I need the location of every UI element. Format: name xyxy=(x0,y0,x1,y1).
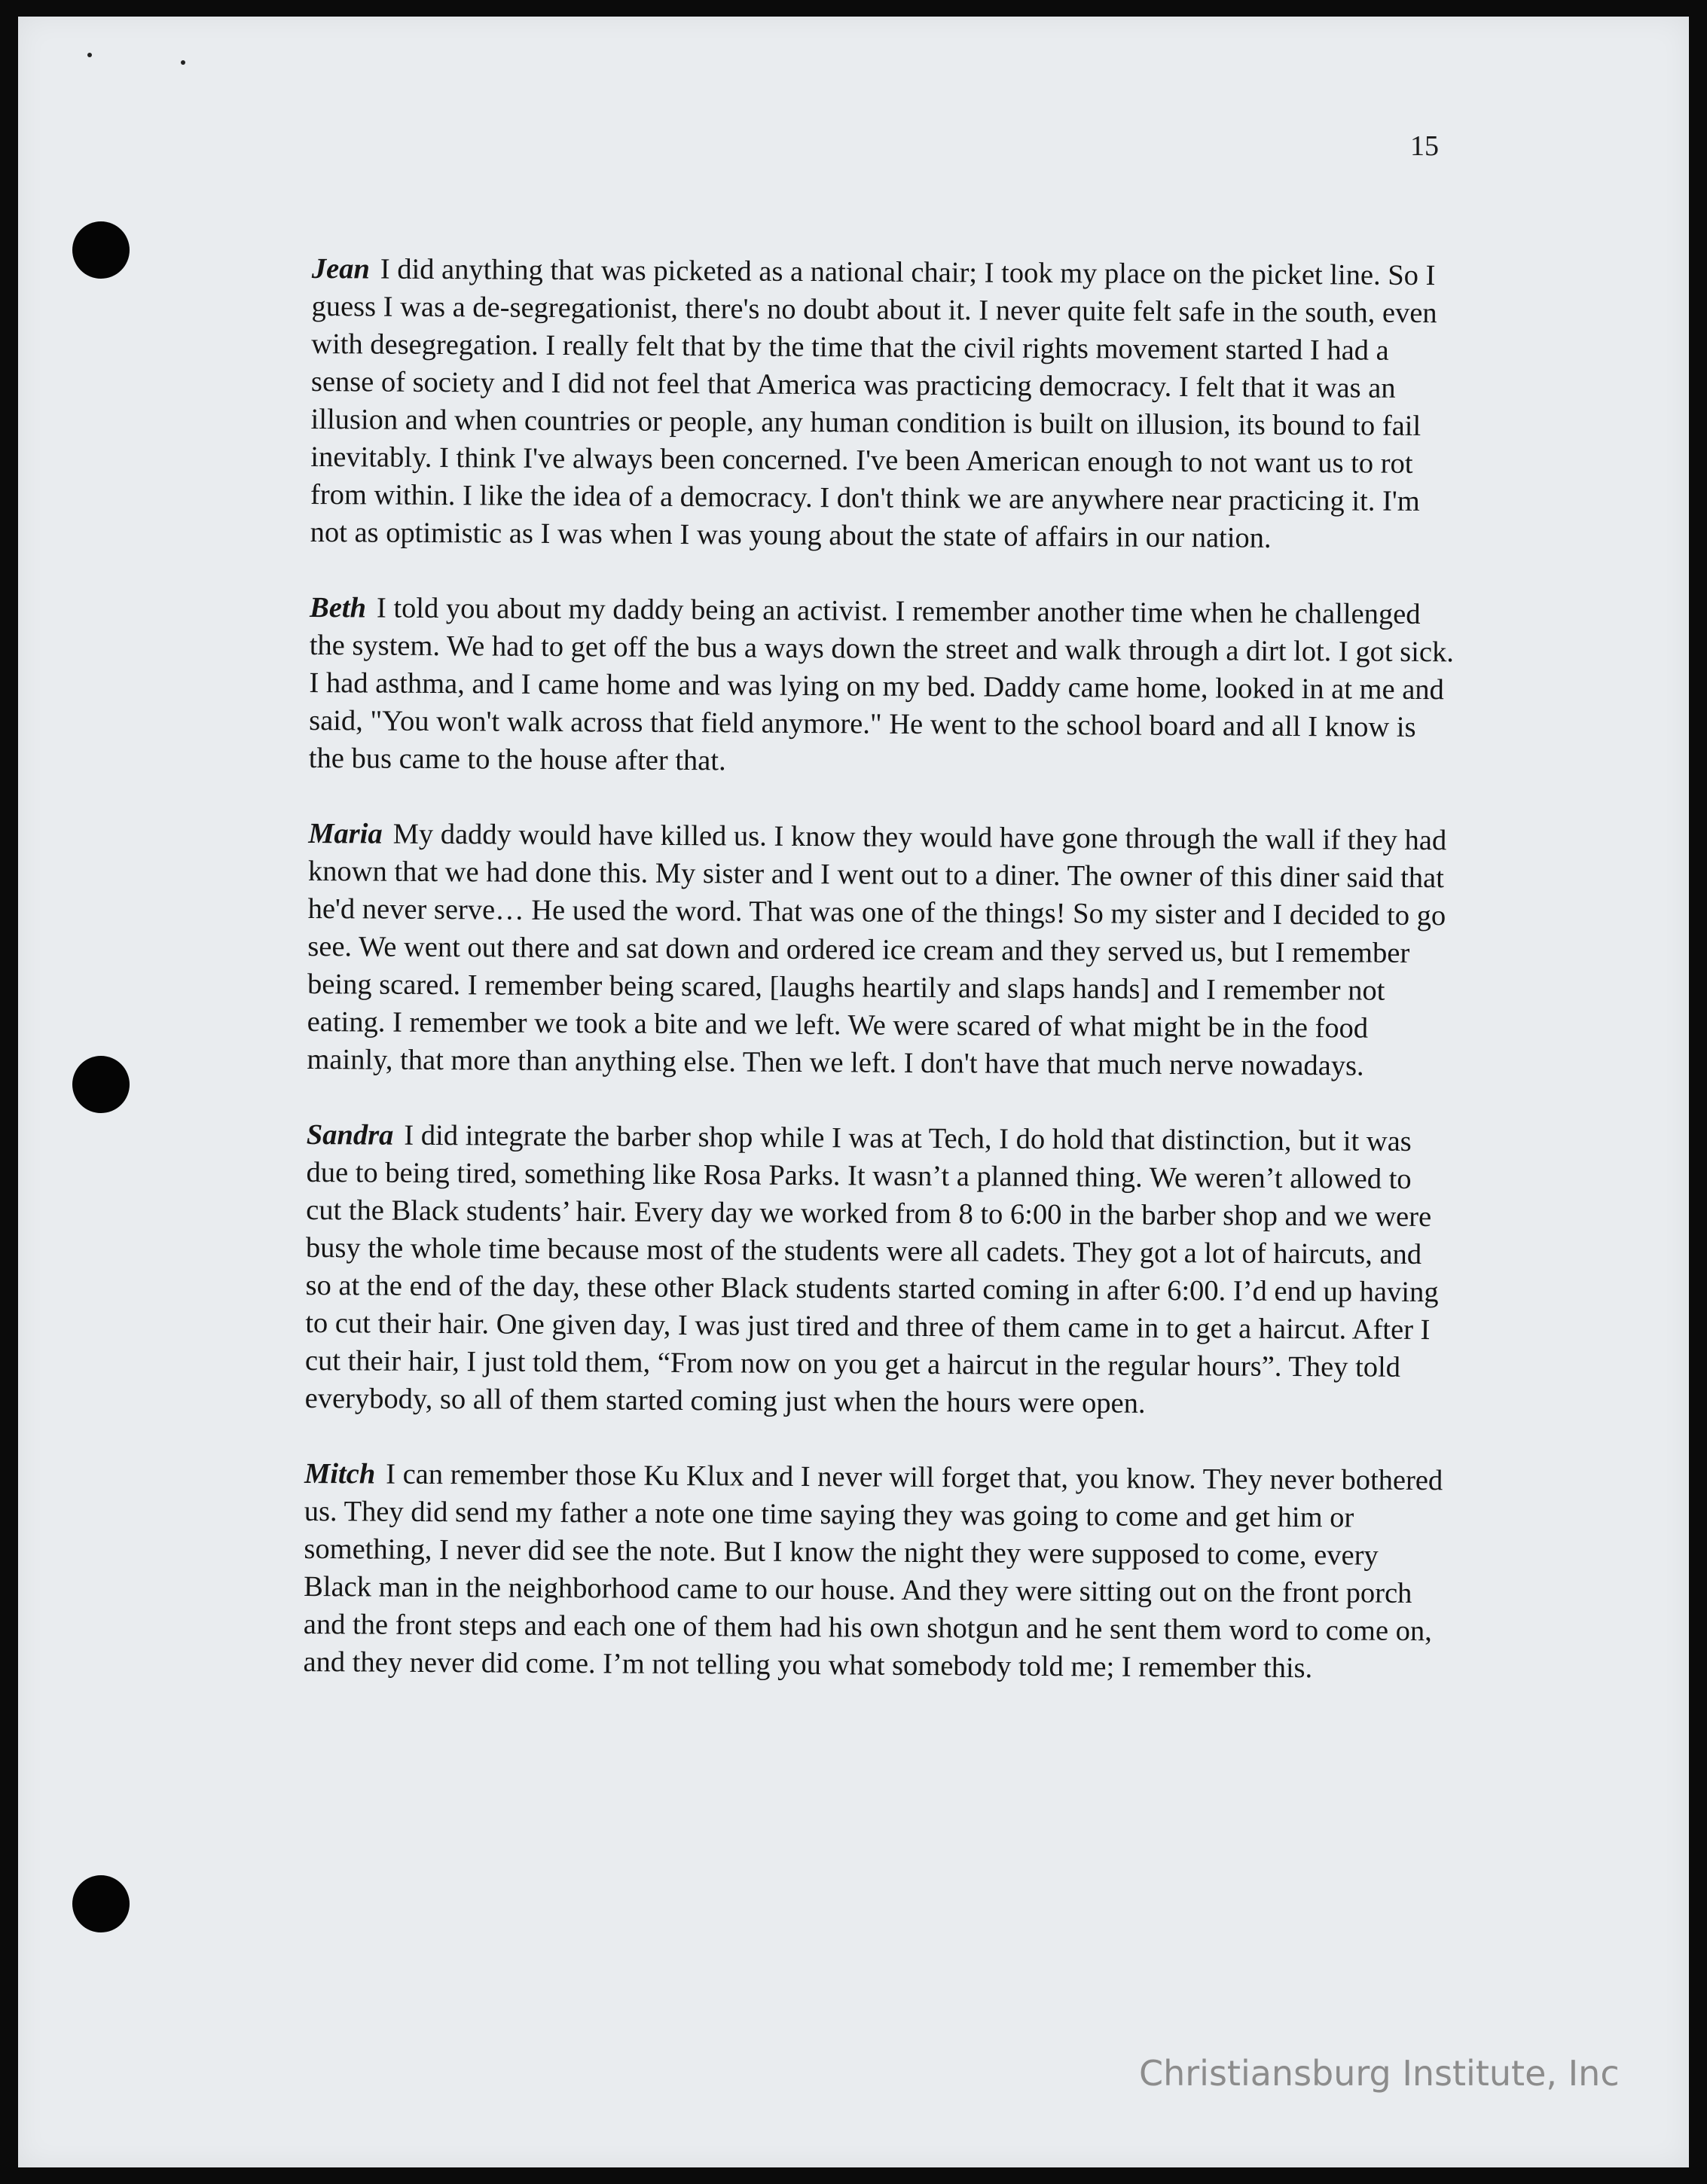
paragraph-text: My daddy would have killed us. I know they would have gone through the wall if they had known that we had done this. My sister and I went out to a diner. The owner of this diner said that he'd never serve… He used the word. That was one of the things! So my sister and I decided to go see. We went out there and sat down and ordered ice cream and they served us, but I remember being scared. I remember being scared, [laughs heartily and slaps hands] and I remember not eating. I remember we took a bite and we left. We were scared of what might be in the food mainly, that more than anything else. Then we left. I don't have that much nerve nowadays. xyxy=(307,818,1447,1082)
binder-hole-top xyxy=(72,221,130,279)
transcript-paragraph xyxy=(305,1116,1452,1424)
paper-speck xyxy=(87,53,92,57)
speaker-name: Maria xyxy=(308,817,383,850)
speaker-name: Beth xyxy=(309,591,367,624)
paragraph-text: I did anything that was picketed as a national chair; I took my place on the picket line. So I guess I was a de-segregationist, there's no doubt about it. I never quite felt safe in the south, even with desegregation. I really felt that by the time that the civil rights movement started I had a sense of society and I did not feel that America was practicing democracy. I felt that it was an illusion and when countries or people, any human condition is built on illusion, its bound to fail inevitably. I think I've always been concerned. I've been American enough to not want us to rot from within. I like the idea of a democracy. I don't think we are anywhere near practicing it. I'm not as optimistic as I was when I was young about the state of affairs in our nation. xyxy=(310,253,1437,554)
speaker-name: Sandra xyxy=(306,1118,394,1151)
transcript-paragraph xyxy=(303,1455,1449,1688)
speaker-name: Jean xyxy=(311,252,370,285)
paragraph-text: I did integrate the barber shop while I was at Tech, I do hold that distinction, but it was due to being tired, something like Rosa Parks. It wasn’t a planned thing. We weren’t allowed to cut the Black students’ hair. Every day we worked from 8 to 6:00 in the barber shop and we were busy the whole time because most of the students were all cadets. They got a lot of haircuts, and so at the end of the day, these other Black students started coming in after 6:00. I’d end up having to cut their hair. One given day, I was just tired and three of them came in to get a haircut. After I cut their hair, I just told them, “From now on you get a haircut in the regular hours”. They told everybody, so all of them started coming just when the hours were open. xyxy=(304,1119,1439,1420)
speaker-name: Mitch xyxy=(304,1457,376,1490)
binder-hole-middle xyxy=(72,1056,130,1113)
transcript-paragraph xyxy=(309,589,1455,784)
paper-speck xyxy=(181,60,185,65)
transcript-body xyxy=(303,250,1457,1725)
transcript-paragraph xyxy=(307,815,1453,1085)
paragraph-text: I can remember those Ku Klux and I never will forget that, you know. They never bothered us. They did send my father a note one time saying they was going to come and get him or something, I never did see the note. But I know the night they were supposed to come, every Black man in the neighborhood came to our house. And they were sitting out on the front porch and the front steps and each one of them had his own shotgun and he sent them word to come on, and they never did come. I’m not telling you what somebody told me; I remember this. xyxy=(303,1458,1443,1685)
paragraph-text: I told you about my daddy being an activist. I remember another time when he challenged the system. We had to get off the bus a ways down the street and walk through a dirt lot. I got sick. I had asthma, and I came home and was lying on my bed. Daddy came home, looked in at me and said, "You won't walk across that field anymore." He went to the school board and all I know is the bus came to the house after that. xyxy=(308,592,1455,777)
binder-hole-bottom xyxy=(72,1875,130,1932)
page-number: 15 xyxy=(1410,130,1439,162)
watermark: Christiansburg Institute, Inc xyxy=(1139,2053,1620,2094)
transcript-paragraph xyxy=(310,250,1457,558)
document-page xyxy=(18,17,1689,2167)
